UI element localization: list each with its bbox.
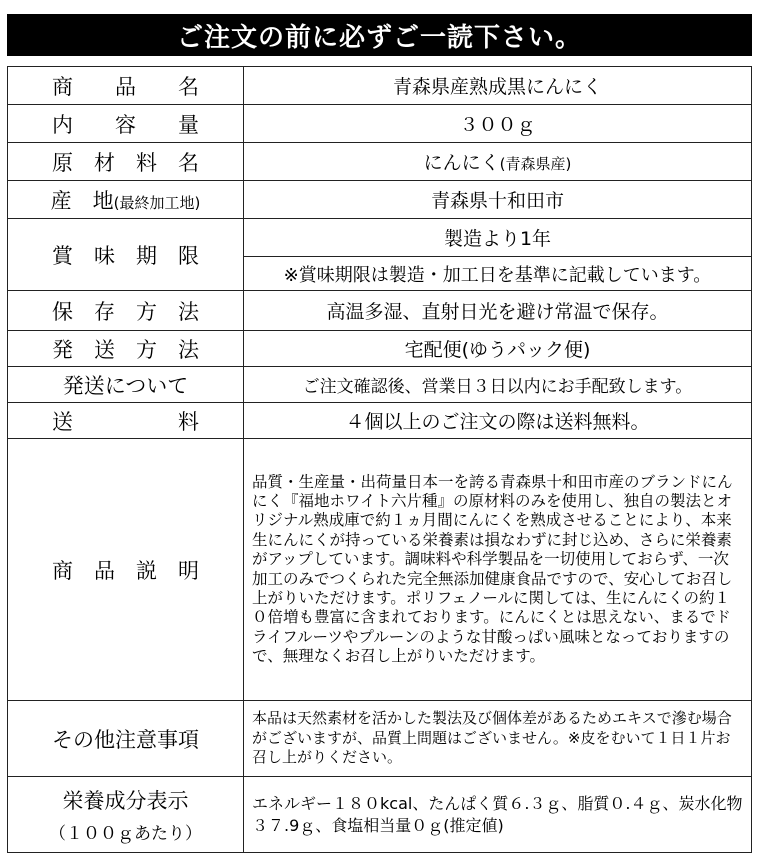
table-row	[8, 331, 752, 367]
value-best-before-note: ※賞味期限は製造・加工日を基準に記載しています。	[244, 257, 752, 291]
value-notes: 本品は天然素材を活かした製法及び個体差があるためエキスで滲む場合がございますが、品質上問題はございません。※皮をむいて１日１片お召し上がりください。	[244, 701, 752, 777]
label-shipping-method: 発 送 方 法	[8, 331, 244, 367]
table-row	[8, 439, 752, 701]
label-content: 内 容 量	[8, 105, 244, 143]
label-shipping-about: 発送について	[8, 367, 244, 403]
value-postage: ４個以上のご注文の際は送料無料。	[244, 403, 752, 439]
table-row	[8, 67, 752, 105]
page-header	[7, 14, 752, 56]
value-shipping-about: ご注文確認後、営業日３日以内にお手配致します。	[244, 367, 752, 403]
table-row	[8, 219, 752, 257]
label-notes: その他注意事項	[8, 701, 244, 777]
nutrition-label-text: 栄養成分表示	[62, 789, 189, 813]
origin-label-note: (最終加工地)	[113, 193, 201, 212]
label-postage: 送 料	[8, 403, 244, 439]
label-description: 商 品 説 明	[8, 439, 244, 701]
value-shipping-method: 宅配便(ゆうパック便)	[244, 331, 752, 367]
value-ingredients	[244, 143, 752, 181]
label-ingredients: 原 材 料 名	[8, 143, 244, 181]
label-storage: 保 存 方 法	[8, 291, 244, 331]
table-row	[8, 701, 752, 777]
table-row	[8, 143, 752, 181]
label-best-before: 賞 味 期 限	[8, 219, 244, 291]
value-origin: 青森県十和田市	[244, 181, 752, 219]
value-nutrition: エネルギー１８０kcal、たんぱく質６.３ｇ、脂質０.４ｇ、炭水化物３７.9ｇ、食塩相当量０ｇ(推定値)	[244, 777, 752, 853]
value-product-name: 青森県産熟成黒にんにく	[244, 67, 752, 105]
ingredients-note: (青森県産)	[499, 155, 572, 173]
table-row	[8, 403, 752, 439]
value-storage: 高温多湿、直射日光を避け常温で保存。	[244, 291, 752, 331]
product-spec-table	[7, 66, 752, 853]
header-title: ご注文の前に必ずご一読下さい。	[176, 22, 582, 53]
nutrition-label-note: （１００ｇあたり）	[49, 824, 202, 844]
table-row	[8, 291, 752, 331]
label-origin	[8, 181, 244, 219]
table-row	[8, 105, 752, 143]
label-nutrition	[8, 777, 244, 853]
value-content: ３００ｇ	[244, 105, 752, 143]
table-row	[8, 181, 752, 219]
ingredients-text: にんにく	[423, 152, 500, 174]
label-product-name: 商 品 名	[8, 67, 244, 105]
value-description: 品質・生産量・出荷量日本一を誇る青森県十和田市産のブランドにんにく『福地ホワイト六片種』の原材料のみを使用し、独自の製法とオリジナル熟成庫で約１ヵ月間にんにくを熟成させることにより、本来生にんにくが持っている栄養素は損なわずに封じ込め、さらに栄養素がアップしています。調味料や科学製品を一切使用しておらず、一次加工のみでつくられた完全無添加健康食品ですので、安心してお召し上がりいただけます。ポリフェノールに関しては、生にんにくの約１０倍増も豊富に含まれております。にんにくとは思えない、まるでドライフルーツやプルーンのような甘酸っぱい風味となっておりますので、無理なくお召し上がりいただけます。	[244, 439, 752, 701]
table-row	[8, 367, 752, 403]
value-best-before: 製造より1年	[244, 219, 752, 257]
table-row	[8, 777, 752, 853]
origin-label-text: 産 地	[50, 188, 114, 213]
